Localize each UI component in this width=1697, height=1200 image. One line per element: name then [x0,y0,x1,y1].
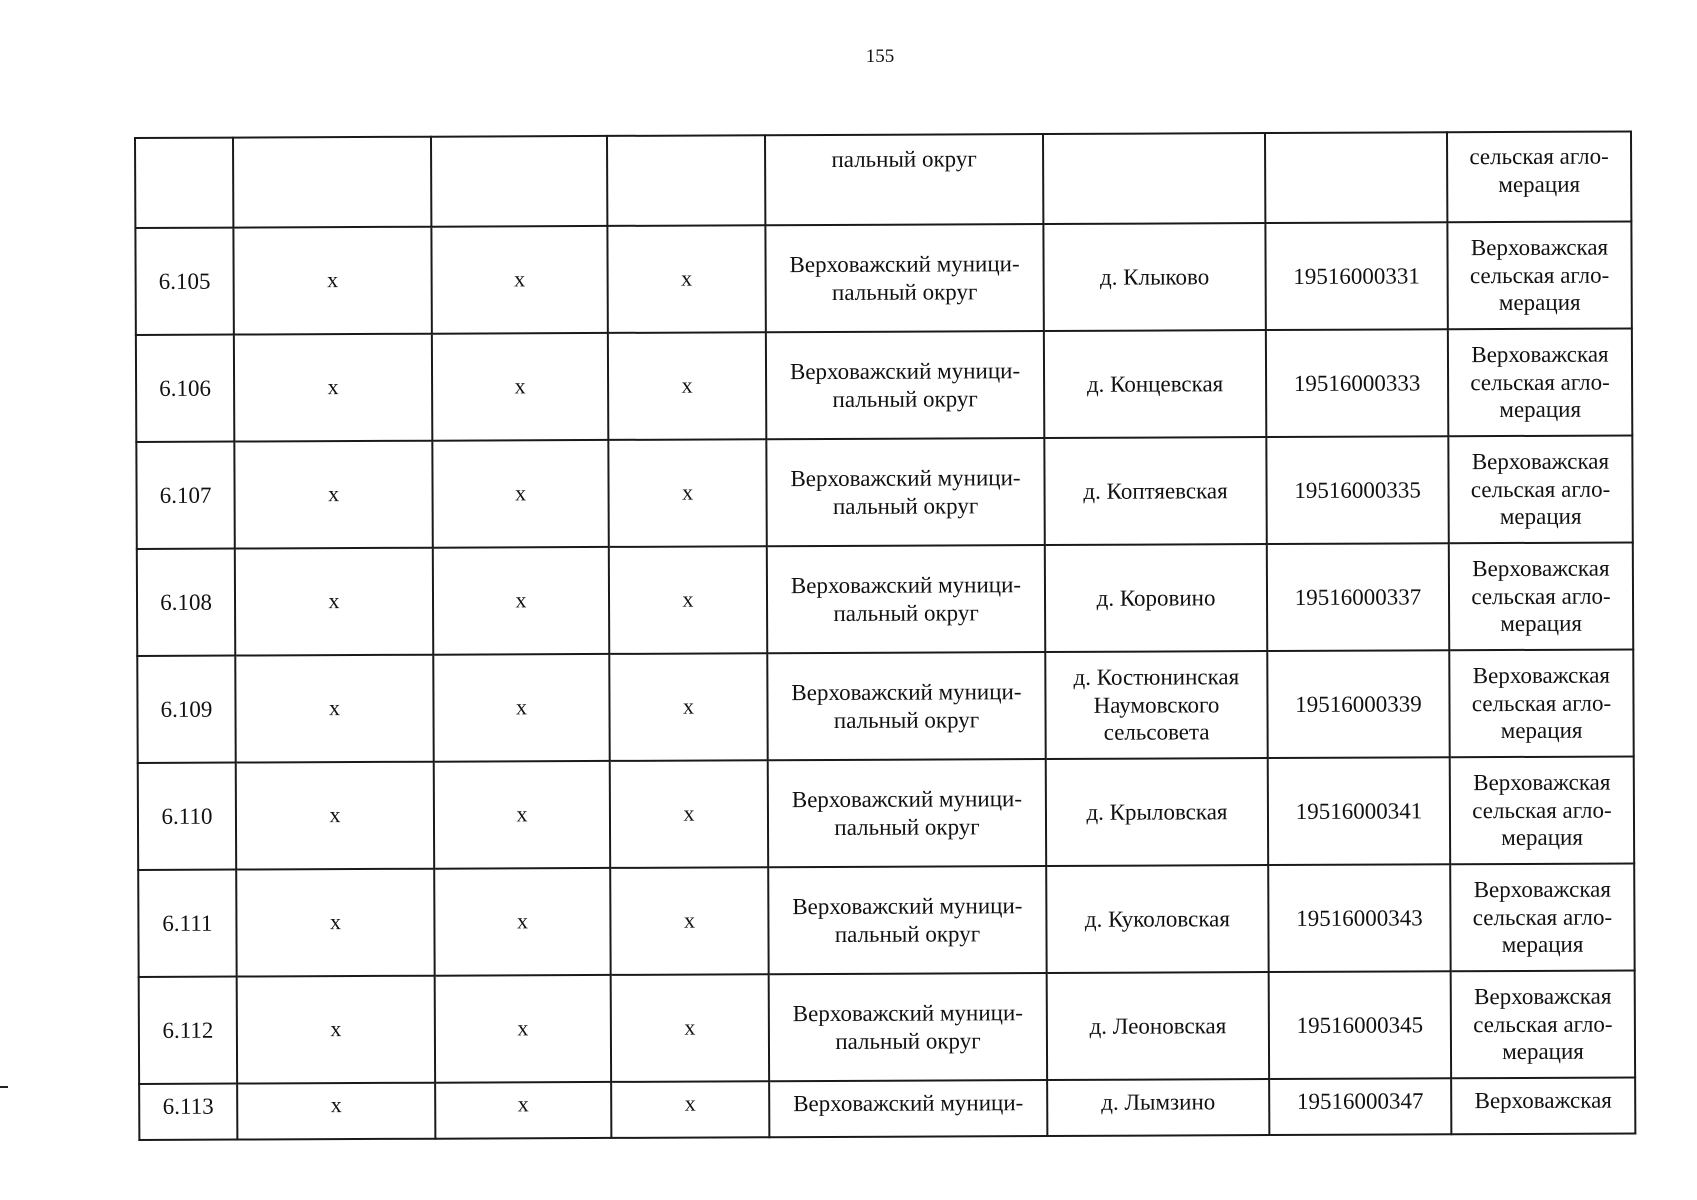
cell-col2: x [236,762,434,870]
table-row [136,435,1632,549]
cell-col2: x [235,655,433,763]
cell-settlement: д. Клыково [1043,223,1265,331]
margin-mark [0,1086,8,1088]
cell-col3: x [434,761,610,869]
cell-code: 19516000331 [1265,222,1447,330]
cell-col2: x [236,869,434,977]
cell-district: Верховажский муници- [769,1080,1047,1137]
cell-col2: x [234,334,432,442]
cell-agglomeration: Верховажская сельская агло- мерация [1450,756,1634,864]
cell-settlement: д. Крыловская [1046,758,1268,866]
cell-settlement: д. Леоновская [1047,972,1269,1080]
table-row [135,221,1631,335]
cell-settlement: д. Куколовская [1046,865,1268,973]
cell-code: 19516000345 [1269,971,1451,1079]
cell-district: Верховажский муници- пальный округ [765,224,1043,332]
cell-code [1265,132,1447,223]
cell-number: 6.106 [136,335,234,442]
cell-settlement: д. Лымзино [1047,1079,1269,1136]
cell-col4: x [608,332,766,440]
cell-col4: x [608,439,766,547]
cell-district: Верховажский муници- пальный округ [767,545,1045,653]
cell-agglomeration: Верховажская [1451,1077,1635,1134]
cell-settlement: д. Коптяевская [1044,437,1266,545]
cell-col2 [233,137,431,228]
table-row [138,756,1634,870]
cell-col3: x [435,975,611,1083]
table-body [135,131,1635,1140]
cell-col4: x [610,867,768,975]
cell-agglomeration: Верховажская сельская агло- мерация [1449,649,1633,757]
cell-number: 6.110 [138,763,236,870]
cell-district: Верховажский муници- пальный округ [766,438,1044,546]
table-row [138,863,1634,977]
cell-code: 19516000341 [1268,757,1450,865]
cell-number: 6.111 [138,870,236,977]
cell-settlement: д. Концевская [1044,330,1266,438]
cell-district: пальный округ [765,134,1043,225]
cell-code: 19516000333 [1266,329,1448,437]
cell-code: 19516000339 [1267,650,1449,758]
cell-col2: x [235,548,433,656]
cell-col3: x [432,440,608,548]
cell-col3: x [431,226,607,334]
cell-district: Верховажский муници- пальный округ [766,331,1044,439]
table-row [137,649,1633,763]
cell-col2: x [233,227,431,335]
cell-col3: x [432,333,608,441]
cell-col4: x [611,974,769,1082]
cell-number: 6.108 [137,549,235,656]
cell-agglomeration: Верховажская сельская агло- мерация [1447,221,1631,329]
cell-settlement: д. Коровино [1045,544,1267,652]
cell-agglomeration: Верховажская сельская агло- мерация [1449,542,1633,650]
cell-col4: x [611,1081,769,1138]
cell-number: 6.105 [135,228,233,335]
cell-number: 6.107 [136,442,234,549]
cell-col4: x [609,653,767,761]
cell-number: 6.112 [139,977,237,1084]
table-row [139,970,1635,1084]
table-row [139,1077,1635,1140]
cell-agglomeration: Верховажская сельская агло- мерация [1448,328,1632,436]
cell-number: 6.113 [139,1084,237,1140]
cell-col3 [431,136,607,227]
cell-settlement [1043,133,1265,224]
cell-code: 19516000343 [1268,864,1450,972]
cell-agglomeration: Верховажская сельская агло- мерация [1450,863,1634,971]
table-row [137,542,1633,656]
cell-col4 [607,135,765,226]
cell-col2: x [234,441,432,549]
settlements-table [134,130,1636,1141]
page-number: 155 [865,46,895,67]
cell-col3: x [435,1082,611,1139]
cell-col4: x [610,760,768,868]
cell-col2: x [237,976,435,1084]
cell-agglomeration: Верховажская сельская агло- мерация [1451,970,1635,1078]
cell-col3: x [433,654,609,762]
cell-district: Верховажский муници- пальный округ [769,973,1047,1081]
cell-col2: x [237,1083,435,1140]
cell-district: Верховажский муници- пальный округ [767,652,1045,760]
cell-code: 19516000347 [1269,1078,1451,1135]
cell-agglomeration: Верховажская сельская агло- мерация [1448,435,1632,543]
cell-district: Верховажский муници- пальный округ [768,866,1046,974]
cell-col4: x [607,225,765,333]
cell-col4: x [609,546,767,654]
cell-settlement: д. Костюнинская Наумовского сельсовета [1045,651,1267,759]
cell-number [135,138,233,228]
cell-district: Верховажский муници- пальный округ [768,759,1046,867]
cell-code: 19516000335 [1266,436,1448,544]
cell-number: 6.109 [137,656,235,763]
cell-col3: x [434,868,610,976]
cell-agglomeration: сельская агло- мерация [1447,131,1631,222]
table-row [136,328,1632,442]
cell-col3: x [433,547,609,655]
cell-code: 19516000337 [1267,543,1449,651]
table-row-continuation [135,131,1631,228]
